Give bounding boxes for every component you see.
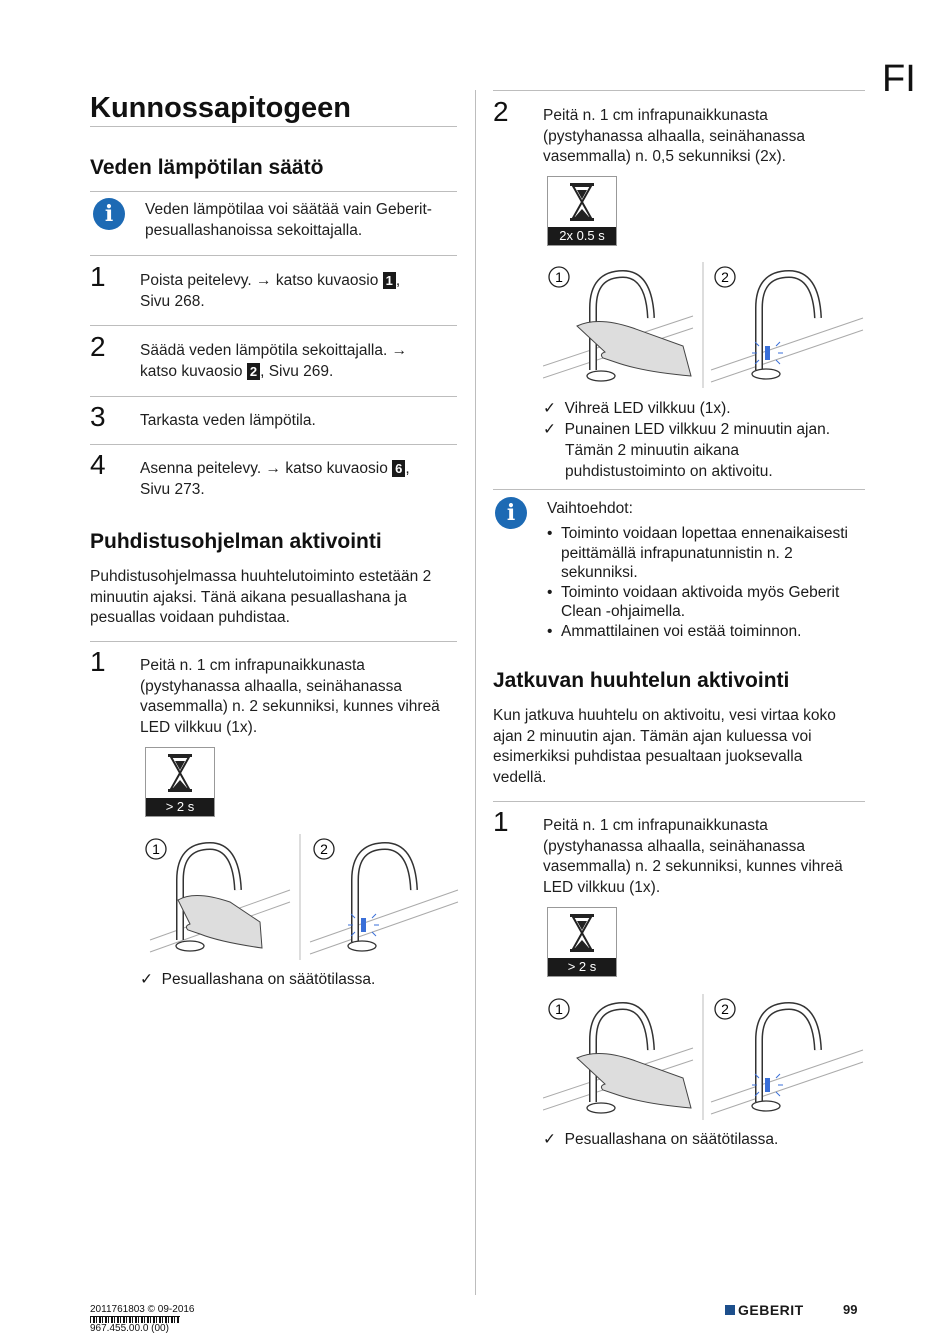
info-icon: i bbox=[495, 497, 527, 529]
faucet-led-panel bbox=[711, 999, 863, 1114]
hourglass-timer bbox=[547, 176, 617, 246]
hourglass-icon bbox=[548, 177, 616, 227]
list-item: • Toiminto voidaan lopettaa ennenaikaisesti peittämällä infrapunatunnistin n. 2 sekunniksi. bbox=[547, 524, 857, 583]
divider bbox=[90, 191, 457, 192]
list-item: • Ammattilainen voi estää toiminnon. bbox=[547, 622, 857, 642]
timer-label: > 2 s bbox=[548, 958, 616, 976]
result-line: ✓ Vihreä LED vilkkuu (1x). bbox=[543, 400, 731, 417]
info-icon: i bbox=[93, 198, 125, 230]
faucet-hand-panel bbox=[543, 267, 693, 381]
divider bbox=[90, 126, 457, 127]
step-number: 2 bbox=[493, 96, 509, 127]
step-number: 1 bbox=[90, 646, 106, 677]
step-number: 2 bbox=[90, 331, 106, 362]
hourglass-timer bbox=[145, 747, 215, 817]
page-title: Kunnossapitogeen bbox=[90, 92, 352, 124]
divider bbox=[90, 325, 457, 326]
step-number: 1 bbox=[493, 806, 509, 837]
checkmark-icon: ✓ bbox=[543, 421, 556, 438]
hourglass-icon bbox=[548, 908, 616, 958]
step-text: Peitä n. 1 cm infrapunaikkunasta (pystyhanassa alhaalla, seinähanassa vasemmalla) n. 0,5 sekunniksi (2x). bbox=[543, 107, 805, 165]
faucet-illustration bbox=[140, 830, 460, 965]
step-number: 1 bbox=[90, 261, 106, 292]
step-text: Peitä n. 1 cm infrapunaikkunasta (pystyhanassa alhaalla, seinähanassa vasemmalla) n. 2 sekunniksi, kunnes vihreä LED vilkkuu (1x). bbox=[543, 817, 843, 896]
step-number: 3 bbox=[90, 401, 106, 432]
figure-ref-badge[interactable]: 6 bbox=[392, 460, 405, 477]
step-note: Tämän 2 minuutin aikana puhdistustoiminto on aktivoitu. bbox=[565, 442, 773, 480]
column-divider bbox=[475, 90, 476, 1295]
faucet-hand-panel bbox=[543, 999, 693, 1113]
step-number: 4 bbox=[90, 449, 106, 480]
figure-label: 1 bbox=[555, 269, 563, 285]
document-code: 2011761803 © 09-2016 bbox=[90, 1304, 195, 1315]
checkmark-icon: ✓ bbox=[543, 1131, 556, 1148]
section-heading-continuous: Jatkuvan huuhtelun aktivointi bbox=[493, 669, 790, 692]
faucet-led-panel bbox=[310, 839, 458, 954]
step-text: Asenna peitelevy. → katso kuvaosio 6 , Sivu 273. bbox=[140, 460, 410, 498]
result-line: ✓ Punainen LED vilkkuu 2 minuutin ajan. bbox=[543, 421, 831, 438]
figure-label: 1 bbox=[555, 1001, 563, 1017]
info-note: Veden lämpötilaa voi säätää vain Geberit-pesuallashanoissa sekoittajalla. bbox=[145, 201, 432, 239]
brand-square-icon bbox=[725, 1305, 735, 1315]
barcode: 967.455.00.0 (00) bbox=[90, 1316, 180, 1337]
list-item: • Toiminto voidaan aktivoida myös Geberit Clean -ohjaimella. bbox=[547, 583, 857, 622]
checkmark-icon: ✓ bbox=[543, 400, 556, 417]
divider bbox=[493, 801, 865, 802]
section-heading-temperature: Veden lämpötilan säätö bbox=[90, 156, 324, 179]
divider bbox=[90, 255, 457, 256]
faucet-led-panel bbox=[711, 267, 863, 382]
divider bbox=[493, 90, 865, 91]
section-intro: Kun jatkuva huuhtelu on aktivoitu, vesi virtaa koko ajan 2 minuutin ajan. Tämän ajan kuluessa voi esimerkiksi puhdistaa pesualtaan juoksevalla vedellä. bbox=[493, 707, 836, 786]
step-text: Peitä n. 1 cm infrapunaikkunasta (pystyhanassa alhaalla, seinähanassa vasemmalla) n. 2 sekunniksi, kunnes vihreä LED vilkkuu (1x). bbox=[140, 657, 440, 736]
figure-label: 2 bbox=[721, 1001, 729, 1017]
brand-logo: GEBERIT bbox=[738, 1302, 804, 1318]
step-text: Tarkasta veden lämpötila. bbox=[140, 412, 316, 429]
timer-label: > 2 s bbox=[146, 798, 214, 816]
result-line: ✓ Pesuallashana on säätötilassa. bbox=[543, 1131, 779, 1148]
divider bbox=[90, 396, 457, 397]
faucet-illustration bbox=[543, 258, 865, 393]
figure-label: 1 bbox=[152, 841, 160, 857]
result-line: ✓ Pesuallashana on säätötilassa. bbox=[140, 971, 376, 988]
language-code: FI bbox=[882, 58, 916, 100]
figure-label: 2 bbox=[721, 269, 729, 285]
step-text: Poista peitelevy. → katso kuvaosio 1 , Sivu 268. bbox=[140, 272, 401, 310]
divider bbox=[493, 489, 865, 490]
divider bbox=[90, 444, 457, 445]
figure-ref-badge[interactable]: 2 bbox=[247, 363, 260, 380]
figure-ref-badge[interactable]: 1 bbox=[383, 272, 396, 289]
figure-label: 2 bbox=[320, 841, 328, 857]
faucet-hand-panel bbox=[146, 839, 290, 952]
section-heading-cleaning: Puhdistusohjelman aktivointi bbox=[90, 530, 382, 553]
timer-label: 2x 0.5 s bbox=[548, 227, 616, 245]
checkmark-icon: ✓ bbox=[140, 971, 153, 988]
section-intro: Puhdistusohjelmassa huuhtelutoiminto estetään 2 minuutin ajaksi. Tänä aikana pesuallashana ja pesuallas voidaan puhdistaa. bbox=[90, 568, 432, 626]
hourglass-icon bbox=[146, 748, 214, 798]
divider bbox=[90, 641, 457, 642]
options-title: Vaihtoehdot: bbox=[547, 500, 633, 517]
options-list bbox=[547, 524, 857, 641]
page-number: 99 bbox=[843, 1302, 858, 1317]
faucet-illustration bbox=[543, 990, 865, 1125]
step-text: Säädä veden lämpötila sekoittajalla. → katso kuvaosio 2 , Sivu 269. bbox=[140, 342, 408, 380]
hourglass-timer bbox=[547, 907, 617, 977]
